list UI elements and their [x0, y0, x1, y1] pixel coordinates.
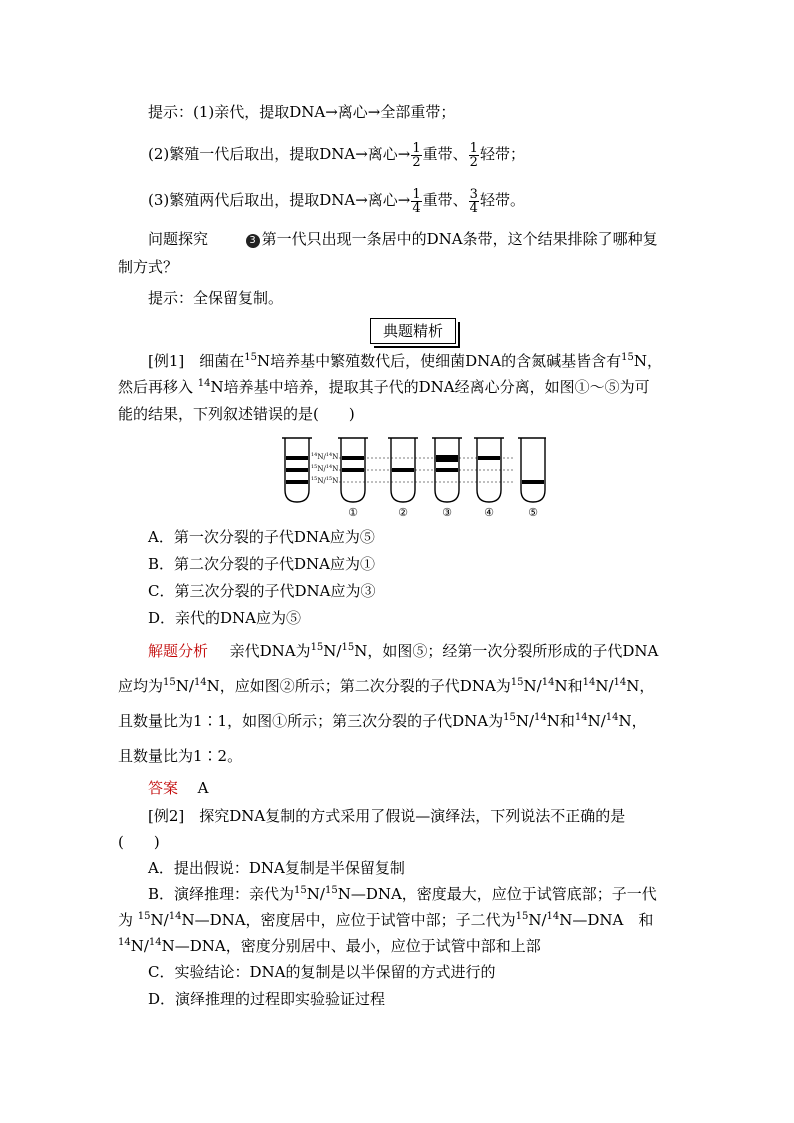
- superscript-15: 15: [163, 677, 176, 688]
- hint-3-prefix: (3)繁殖两代后取出，提取DNA→离心→: [148, 191, 411, 209]
- superscript-15: 15: [621, 352, 634, 363]
- ex1-text: N培养基中繁殖数代后，使细菌DNA的含氮碱基皆含有: [256, 352, 622, 370]
- band-light: [286, 456, 308, 460]
- hint-3-mid: 重带、: [422, 191, 468, 209]
- option-text: D．亲代的DNA应为⑤: [148, 609, 302, 627]
- ex2-option-d: [148, 988, 385, 1010]
- superscript-15: 15: [503, 712, 516, 723]
- ex2-option-a: [148, 857, 405, 879]
- svg-text:15N/15N: $^{15}$N/$^{15}$N: [311, 476, 339, 485]
- superscript-14: 14: [613, 677, 627, 688]
- fraction-denominator: 4: [469, 200, 478, 216]
- superscript-14: 14: [148, 937, 162, 948]
- superscript-15: 15: [510, 677, 524, 688]
- superscript-14: 14: [168, 911, 182, 922]
- centrifuge-tubes-figure: [277, 436, 547, 520]
- option-text: A．提出假说：DNA复制是半保留复制: [148, 859, 405, 877]
- tube-number-labels: [348, 506, 538, 519]
- superscript-14: 14: [541, 677, 555, 688]
- hint-line-3: [148, 186, 525, 215]
- answer-hint-line: [148, 287, 283, 309]
- ex1-text: [例1] 细菌在: [148, 352, 245, 370]
- analysis-label: 解题分析: [148, 642, 209, 660]
- band-middle: [286, 468, 308, 472]
- superscript-15: 15: [137, 911, 151, 922]
- analysis-text: N/: [515, 712, 534, 730]
- hint-line-2: [148, 140, 525, 169]
- answer-value: A: [197, 779, 209, 797]
- ex2-option-b-line-1: [148, 883, 657, 905]
- analysis-line-4: [118, 745, 242, 767]
- analysis-line-2: [118, 675, 654, 697]
- question-line-2: [118, 256, 178, 278]
- ex1-option-d: [148, 607, 301, 629]
- fraction-numerator: 1: [412, 140, 421, 156]
- option-text: 为: [118, 911, 134, 929]
- tube-3: [388, 438, 418, 502]
- ex1-text: N培养基中培养，提取其子代的DNA经离心分离，如图①～⑤为可: [210, 378, 650, 396]
- example-1-line-1: [148, 350, 662, 372]
- example-2-line-1: [148, 805, 625, 827]
- analysis-text: N/: [595, 677, 614, 695]
- superscript-14: 14: [197, 378, 211, 389]
- option-text: N—DNA，密度最大，应位于试管底部；子一代: [337, 885, 657, 903]
- fraction-denominator: 2: [469, 154, 478, 170]
- superscript-14: 14: [118, 937, 131, 948]
- fraction-numerator: 1: [412, 186, 421, 202]
- hint-2-prefix: (2)繁殖一代后取出，提取DNA→离心→: [148, 145, 411, 163]
- tube-6: [518, 438, 546, 502]
- tube-label: ①: [348, 506, 358, 519]
- analysis-line-3: [118, 710, 647, 732]
- fraction-numerator: 3: [469, 186, 478, 202]
- analysis-text: N/: [175, 677, 194, 695]
- superscript-14: 14: [534, 712, 547, 723]
- fraction-one-half: [469, 142, 479, 169]
- analysis-text: N，: [626, 677, 655, 695]
- fraction-three-quarters: [469, 188, 479, 215]
- tube-4: [432, 438, 462, 502]
- example-2-line-2: [118, 831, 160, 853]
- hint-3-suffix: 轻带。: [479, 191, 525, 209]
- ex2-option-c: [148, 961, 495, 983]
- option-text: N—DNA，密度分别居中、最小，应位于试管中部和上部: [161, 937, 541, 955]
- option-text: N/: [306, 885, 325, 903]
- fraction-one-quarter: [411, 188, 421, 215]
- option-text: A．第一次分裂的子代DNA应为⑤: [148, 528, 375, 546]
- svg-text:15N/14N: $^{15}$N/$^{14}$N: [311, 464, 339, 473]
- superscript-14: 14: [582, 677, 596, 688]
- question-line-1: [148, 228, 658, 250]
- tube-label: ③: [442, 506, 452, 519]
- question-number-badge: 3: [246, 234, 260, 248]
- hint-line-1: [148, 101, 455, 123]
- analysis-text: 且数量比为1∶2。: [118, 747, 243, 765]
- svg-text:14N/14N: $^{14}$N/$^{14}$N: [311, 452, 339, 461]
- analysis-text: N，如图⑤；经第一次分裂所形成的子代DNA: [354, 642, 659, 660]
- tube-label: ④: [484, 506, 494, 519]
- analysis-text: N，应如图②所示；第二次分裂的子代DNA为: [206, 677, 511, 695]
- option-text: N—DNA 和: [559, 911, 654, 929]
- hint-2-suffix: 轻带；: [479, 145, 525, 163]
- superscript-14: 14: [605, 712, 619, 723]
- question-text-continued: 制方式？: [118, 258, 179, 276]
- example-1-line-2: [118, 376, 650, 398]
- superscript-14: 14: [574, 712, 588, 723]
- fraction-numerator: 1: [469, 140, 478, 156]
- option-text: B．第二次分裂的子代DNA应为①: [148, 555, 376, 573]
- ex1-option-a: [148, 526, 375, 548]
- option-text: N/: [528, 911, 547, 929]
- option-text: N/: [130, 937, 149, 955]
- ex2-option-b-line-3: [118, 935, 541, 957]
- ex1-text: 能的结果，下列叙述错误的是( ): [118, 405, 355, 423]
- analysis-line-1: [148, 640, 658, 662]
- superscript-15: 15: [310, 642, 324, 653]
- hint-2-mid: 重带、: [422, 145, 468, 163]
- superscript-15: 15: [244, 352, 257, 363]
- ex1-option-b: [148, 553, 375, 575]
- analysis-text: 应均为: [118, 677, 164, 695]
- superscript-15: 15: [294, 885, 307, 896]
- tube-2: [338, 438, 368, 502]
- ex2-option-b-line-2: [118, 909, 653, 931]
- option-text: N/: [150, 911, 169, 929]
- analysis-text: 且数量比为1∶1，如图①所示；第三次分裂的子代DNA为: [118, 712, 504, 730]
- option-text: C．实验结论：DNA的复制是以半保留的方式进行的: [148, 963, 496, 981]
- section-title-box: [370, 318, 456, 344]
- section-title: 典题精析: [382, 322, 443, 340]
- answer-hint-text: 提示：全保留复制。: [148, 289, 284, 307]
- option-text: C．第三次分裂的子代DNA应为③: [148, 582, 376, 600]
- fraction-denominator: 2: [412, 154, 421, 170]
- option-text: N—DNA，密度居中，应位于试管中部；子二代为: [181, 911, 516, 929]
- superscript-15: 15: [341, 642, 355, 653]
- ex2-text: ( ): [118, 833, 160, 851]
- question-text: 第一代只出现一条居中的DNA条带，这个结果排除了哪种复: [261, 230, 658, 248]
- superscript-15: 15: [515, 911, 529, 922]
- question-label: 问题探究: [148, 230, 209, 248]
- ex1-option-c: [148, 580, 375, 602]
- band-labels: [311, 452, 338, 485]
- fraction-one-half: [411, 142, 421, 169]
- example-1-line-3: [118, 403, 355, 425]
- analysis-text: 亲代DNA为: [229, 642, 311, 660]
- analysis-text: N/: [323, 642, 342, 660]
- ex2-text: [例2] 探究DNA复制的方式采用了假说—演绎法，下列说法不正确的是: [148, 807, 626, 825]
- superscript-14: 14: [193, 677, 207, 688]
- analysis-text: N和: [546, 712, 575, 730]
- band-heavy: [286, 480, 308, 484]
- tube-1: [282, 438, 312, 502]
- fraction-denominator: 4: [412, 200, 421, 216]
- ex1-text: 然后再移入: [118, 378, 194, 396]
- ex1-text: N，: [633, 352, 662, 370]
- superscript-15: 15: [324, 885, 338, 896]
- analysis-text: N/: [587, 712, 606, 730]
- tube-label: ⑤: [528, 506, 538, 519]
- tube-label: ②: [398, 506, 408, 519]
- answer-label: 答案: [148, 779, 179, 797]
- option-text: D．演绎推理的过程即实验验证过程: [148, 990, 386, 1008]
- analysis-text: N，: [618, 712, 647, 730]
- option-text: B．演绎推理：亲代为: [148, 885, 295, 903]
- analysis-text: N/: [523, 677, 542, 695]
- analysis-text: N和: [554, 677, 583, 695]
- hint-1-text: 提示：(1)亲代，提取DNA→离心→全部重带；: [148, 103, 456, 121]
- superscript-14: 14: [546, 911, 560, 922]
- answer-line: [148, 777, 208, 799]
